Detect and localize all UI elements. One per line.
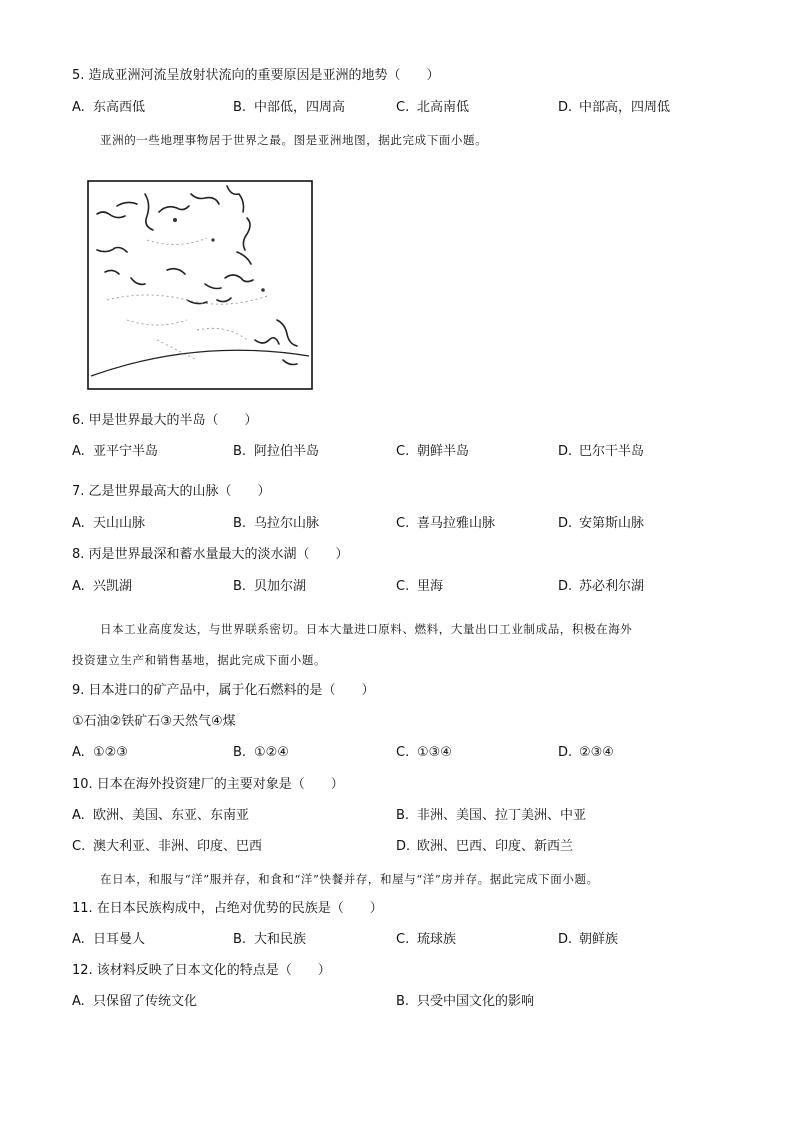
q10-option-d[interactable] [396, 838, 573, 856]
option-label: B. [396, 994, 410, 1009]
option-label: B. [233, 100, 247, 115]
q10-option-c[interactable] [72, 838, 262, 856]
option-text: 喜马拉雅山脉 [417, 516, 496, 531]
q5-option-c[interactable] [396, 99, 469, 117]
option-label: C. [396, 100, 410, 115]
q5-option-b[interactable] [233, 99, 345, 117]
q11-option-c[interactable] [396, 931, 456, 949]
question-7-stem: 7. 乙是世界最高大的山脉（ ） [72, 484, 271, 499]
q11-option-a[interactable] [72, 931, 145, 949]
q8-option-a[interactable] [72, 578, 132, 596]
option-text: 大和民族 [254, 932, 307, 947]
q8-option-d[interactable] [558, 578, 644, 596]
option-text: ①②③ [93, 745, 128, 760]
option-text: ①②④ [254, 745, 289, 760]
option-text: 阿拉伯半岛 [254, 444, 320, 459]
option-label: D. [558, 516, 573, 531]
option-text: ②③④ [579, 745, 614, 760]
option-label: C. [396, 745, 410, 760]
intro-japan-line2: 投资建立生产和销售基地，据此完成下面小题。 [72, 653, 327, 667]
option-label: D. [396, 839, 411, 854]
option-text: 东高西低 [93, 100, 146, 115]
option-label: C. [396, 579, 410, 594]
option-text: 天山山脉 [93, 516, 146, 531]
option-label: D. [558, 100, 573, 115]
option-text: 中部高，四周低 [579, 100, 671, 115]
option-label: A. [72, 100, 85, 115]
option-text: 兴凯湖 [93, 579, 133, 594]
option-text: 非洲、美国、拉丁美洲、中亚 [417, 808, 587, 823]
intro-asia: 亚洲的一些地理事物居于世界之最。图是亚洲地图，据此完成下面小题。 [100, 133, 488, 147]
option-label: A. [72, 516, 85, 531]
q6-option-a[interactable] [72, 443, 158, 461]
option-text: 澳大利亚、非洲、印度、巴西 [93, 839, 263, 854]
option-label: A. [72, 994, 85, 1009]
option-text: 亚平宁半岛 [93, 444, 159, 459]
option-text: 欧洲、巴西、印度、新西兰 [417, 839, 574, 854]
option-label: B. [233, 932, 247, 947]
option-label: B. [396, 808, 410, 823]
question-9-choices: ①石油②铁矿石③天然气④煤 [72, 714, 236, 729]
question-8-stem: 8. 丙是世界最深和蓄水量最大的淡水湖（ ） [72, 547, 349, 562]
intro-japan-line1: 日本工业高度发达，与世界联系密切。日本大量进口原料、燃料，大量出口工业制成品，积极在海外 [100, 622, 633, 636]
option-text: 安第斯山脉 [579, 516, 645, 531]
q6-option-c[interactable] [396, 443, 469, 461]
option-label: B. [233, 516, 247, 531]
option-text: 欧洲、美国、东亚、东南亚 [93, 808, 250, 823]
question-6-stem: 6. 甲是世界最大的半岛（ ） [72, 413, 258, 428]
q6-option-d[interactable] [558, 443, 644, 461]
option-text: 只受中国文化的影响 [417, 994, 535, 1009]
option-text: 朝鲜半岛 [417, 444, 470, 459]
option-text: 里海 [417, 579, 444, 594]
q5-option-a[interactable] [72, 99, 145, 117]
q9-option-a[interactable] [72, 744, 128, 762]
q7-option-b[interactable] [233, 515, 319, 533]
q12-option-b[interactable] [396, 993, 534, 1011]
option-text: 北高南低 [417, 100, 470, 115]
question-11-stem: 11. 在日本民族构成中，占绝对优势的民族是（ ） [72, 901, 383, 916]
option-text: 苏必利尔湖 [579, 579, 645, 594]
question-9-stem: 9. 日本进口的矿产品中，属于化石燃料的是（ ） [72, 683, 375, 698]
option-label: A. [72, 444, 85, 459]
option-text: 日耳曼人 [93, 932, 146, 947]
option-label: D. [558, 932, 573, 947]
option-label: B. [233, 444, 247, 459]
question-5-stem: 5. 造成亚洲河流呈放射状流向的重要原因是亚洲的地势（ ） [72, 68, 440, 83]
q9-option-d[interactable] [558, 744, 614, 762]
q8-option-c[interactable] [396, 578, 443, 596]
option-text: 朝鲜族 [579, 932, 619, 947]
intro-culture: 在日本，和服与“洋”服并存，和食和“洋”快餐并存，和屋与“洋”房并存。据此完成下面小题。 [100, 872, 599, 886]
q10-option-b[interactable] [396, 807, 586, 825]
option-label: A. [72, 579, 85, 594]
option-label: C. [396, 516, 410, 531]
q5-option-d[interactable] [558, 99, 670, 117]
option-label: B. [233, 579, 247, 594]
option-label: C. [396, 932, 410, 947]
option-label: D. [558, 745, 573, 760]
option-text: 贝加尔湖 [254, 579, 307, 594]
q7-option-a[interactable] [72, 515, 145, 533]
option-label: C. [72, 839, 86, 854]
option-text: 中部低，四周高 [254, 100, 346, 115]
question-10-stem: 10. 日本在海外投资建厂的主要对象是（ ） [72, 777, 344, 792]
option-text: 琉球族 [417, 932, 457, 947]
option-label: D. [558, 444, 573, 459]
option-label: D. [558, 579, 573, 594]
q10-option-a[interactable] [72, 807, 249, 825]
q8-option-b[interactable] [233, 578, 306, 596]
q7-option-c[interactable] [396, 515, 495, 533]
question-12-stem: 12. 该材料反映了日本文化的特点是（ ） [72, 963, 331, 978]
option-label: A. [72, 932, 85, 947]
q12-option-a[interactable] [72, 993, 197, 1011]
q6-option-b[interactable] [233, 443, 319, 461]
q11-option-b[interactable] [233, 931, 306, 949]
option-label: A. [72, 808, 85, 823]
option-label: C. [396, 444, 410, 459]
asia-map-icon [87, 180, 313, 390]
option-text: 只保留了传统文化 [93, 994, 198, 1009]
option-text: ①③④ [417, 745, 452, 760]
q9-option-c[interactable] [396, 744, 452, 762]
option-text: 乌拉尔山脉 [254, 516, 320, 531]
q7-option-d[interactable] [558, 515, 644, 533]
option-label: B. [233, 745, 247, 760]
option-label: A. [72, 745, 85, 760]
q9-option-b[interactable] [233, 744, 289, 762]
q11-option-d[interactable] [558, 931, 618, 949]
option-text: 巴尔干半岛 [579, 444, 645, 459]
